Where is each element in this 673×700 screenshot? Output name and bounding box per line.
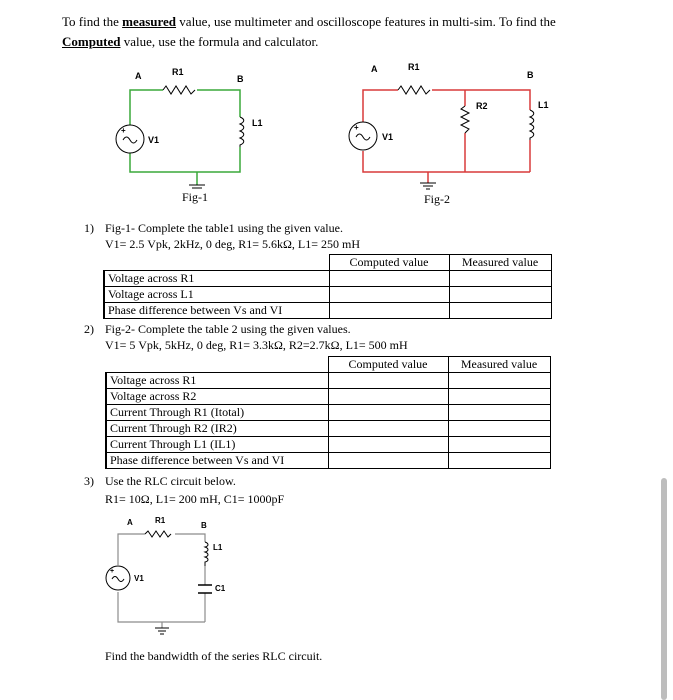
table1-measured-cell <box>449 287 551 303</box>
fig1-label-b: B <box>237 74 244 84</box>
table1-row-label: Voltage across R1 <box>104 271 329 287</box>
table2-measured-cell <box>448 405 550 421</box>
table-row <box>106 421 550 437</box>
table2-measured-cell <box>448 437 550 453</box>
fig1-label-l1: L1 <box>252 118 263 128</box>
table2-computed-cell <box>328 373 448 389</box>
fig2-schematic <box>340 58 560 198</box>
svg-text:+: + <box>110 568 115 575</box>
table-row <box>106 437 550 453</box>
fig2-label-a: A <box>371 64 378 74</box>
table1-header-measured: Measured value <box>449 255 551 271</box>
q3-label-r1: R1 <box>155 516 166 525</box>
q1-number: 1) <box>84 221 94 235</box>
fig1-wires <box>130 90 240 185</box>
table2-row-label: Voltage across R2 <box>106 389 328 405</box>
fig2-v1-source <box>349 122 377 150</box>
table-row <box>104 303 551 319</box>
q1-text: Fig-1- Complete the table1 using the given value. <box>105 221 343 235</box>
q3-rlc-schematic <box>100 512 240 637</box>
table2-row-label: Current Through R1 (Itotal) <box>106 405 328 421</box>
fig1-label-a: A <box>135 71 142 81</box>
table-row <box>106 453 550 469</box>
fig2-r1-resistor <box>398 86 430 94</box>
q3-r1-resistor <box>145 531 171 537</box>
table2-row-label: Current Through L1 (IL1) <box>106 437 328 453</box>
svg-text:+: + <box>121 126 126 135</box>
table2-computed-cell <box>328 389 448 405</box>
table-row <box>106 405 550 421</box>
q3-ground <box>155 628 169 634</box>
q3-l1-inductor <box>205 542 208 566</box>
table2-measured-cell <box>448 421 550 437</box>
fig2-r2-resistor <box>461 106 469 133</box>
q1-values: V1= 2.5 Vpk, 2kHz, 0 deg, R1= 5.6kΩ, L1= 250 mH <box>105 237 360 251</box>
table2-measured-cell <box>448 453 550 469</box>
table-row <box>106 389 550 405</box>
table2-row-label: Phase difference between Vs and VI <box>106 453 328 469</box>
table1-measured-cell <box>449 303 551 319</box>
table1-computed-cell <box>329 287 449 303</box>
fig1-r1-resistor <box>163 86 195 94</box>
intro-measured-word: measured <box>122 14 177 29</box>
fig2-l1-inductor <box>530 110 534 140</box>
intro-text <box>62 12 622 52</box>
q3-label-v1: V1 <box>134 574 144 583</box>
fig2-label-r1: R1 <box>408 62 420 72</box>
table2-header-computed: Computed value <box>328 357 448 373</box>
q3-values: R1= 10Ω, L1= 200 mH, C1= 1000pF <box>105 492 285 506</box>
table1-row-label: Voltage across L1 <box>104 287 329 303</box>
table2-header-measured: Measured value <box>448 357 550 373</box>
table1-computed-cell <box>329 303 449 319</box>
intro-line2-suffix: value, use the formula and calculator. <box>120 34 319 49</box>
q3-wires <box>118 534 205 628</box>
fig2-label-v1: V1 <box>382 132 394 142</box>
fig1-v1-source <box>116 125 144 153</box>
table2-row-label: Current Through R2 (IR2) <box>106 421 328 437</box>
table2-computed-cell <box>328 437 448 453</box>
q3-number: 3) <box>84 474 94 488</box>
fig1-label-v1: V1 <box>148 135 160 145</box>
fig1-l1-inductor <box>240 117 244 147</box>
fig1-caption: Fig-1 <box>182 190 209 204</box>
table1-header-computed: Computed value <box>329 255 449 271</box>
table-row <box>104 271 551 287</box>
q3-label-a: A <box>127 518 133 527</box>
table2-measured-cell <box>448 373 550 389</box>
fig1-schematic <box>100 60 300 190</box>
table-row <box>104 287 551 303</box>
q3-v1-source <box>106 566 130 590</box>
fig2-caption: Fig-2 <box>424 192 451 206</box>
table1 <box>103 254 552 319</box>
fig2-label-b: B <box>527 70 534 80</box>
q3-label-b: B <box>201 521 207 530</box>
table1-row-label: Phase difference between Vs and VI <box>104 303 329 319</box>
table1-measured-cell <box>449 271 551 287</box>
q3-text: Use the RLC circuit below. <box>105 474 236 488</box>
q3-c1-capacitor <box>198 585 212 593</box>
fig2-ground <box>420 183 436 189</box>
svg-text:+: + <box>354 123 359 132</box>
q2-text: Fig-2- Complete the table 2 using the given values. <box>105 322 351 336</box>
table2-computed-cell <box>328 421 448 437</box>
table2-measured-cell <box>448 389 550 405</box>
table-row <box>106 373 550 389</box>
fig2-label-r2: R2 <box>476 101 488 111</box>
table2 <box>105 356 551 469</box>
q3-label-c1: C1 <box>215 584 226 593</box>
table1-computed-cell <box>329 271 449 287</box>
q3-label-l1: L1 <box>213 543 223 552</box>
table2-row-label: Voltage across R1 <box>106 373 328 389</box>
q2-values: V1= 5 Vpk, 5kHz, 0 deg, R1= 3.3kΩ, R2=2.7kΩ, L1= 500 mH <box>105 338 408 352</box>
intro-line1-prefix: To find the <box>62 14 123 29</box>
q2-number: 2) <box>84 322 94 336</box>
q3-question: Find the bandwidth of the series RLC circuit. <box>105 649 323 663</box>
fig2-label-l1: L1 <box>538 100 549 110</box>
vertical-scrollbar[interactable] <box>661 478 667 700</box>
fig1-label-r1: R1 <box>172 67 184 77</box>
intro-line1-suffix: value, use multimeter and oscilloscope features in multi-sim. To find the <box>176 14 556 29</box>
table2-computed-cell <box>328 405 448 421</box>
intro-computed-word: Computed <box>62 34 121 49</box>
table2-computed-cell <box>328 453 448 469</box>
